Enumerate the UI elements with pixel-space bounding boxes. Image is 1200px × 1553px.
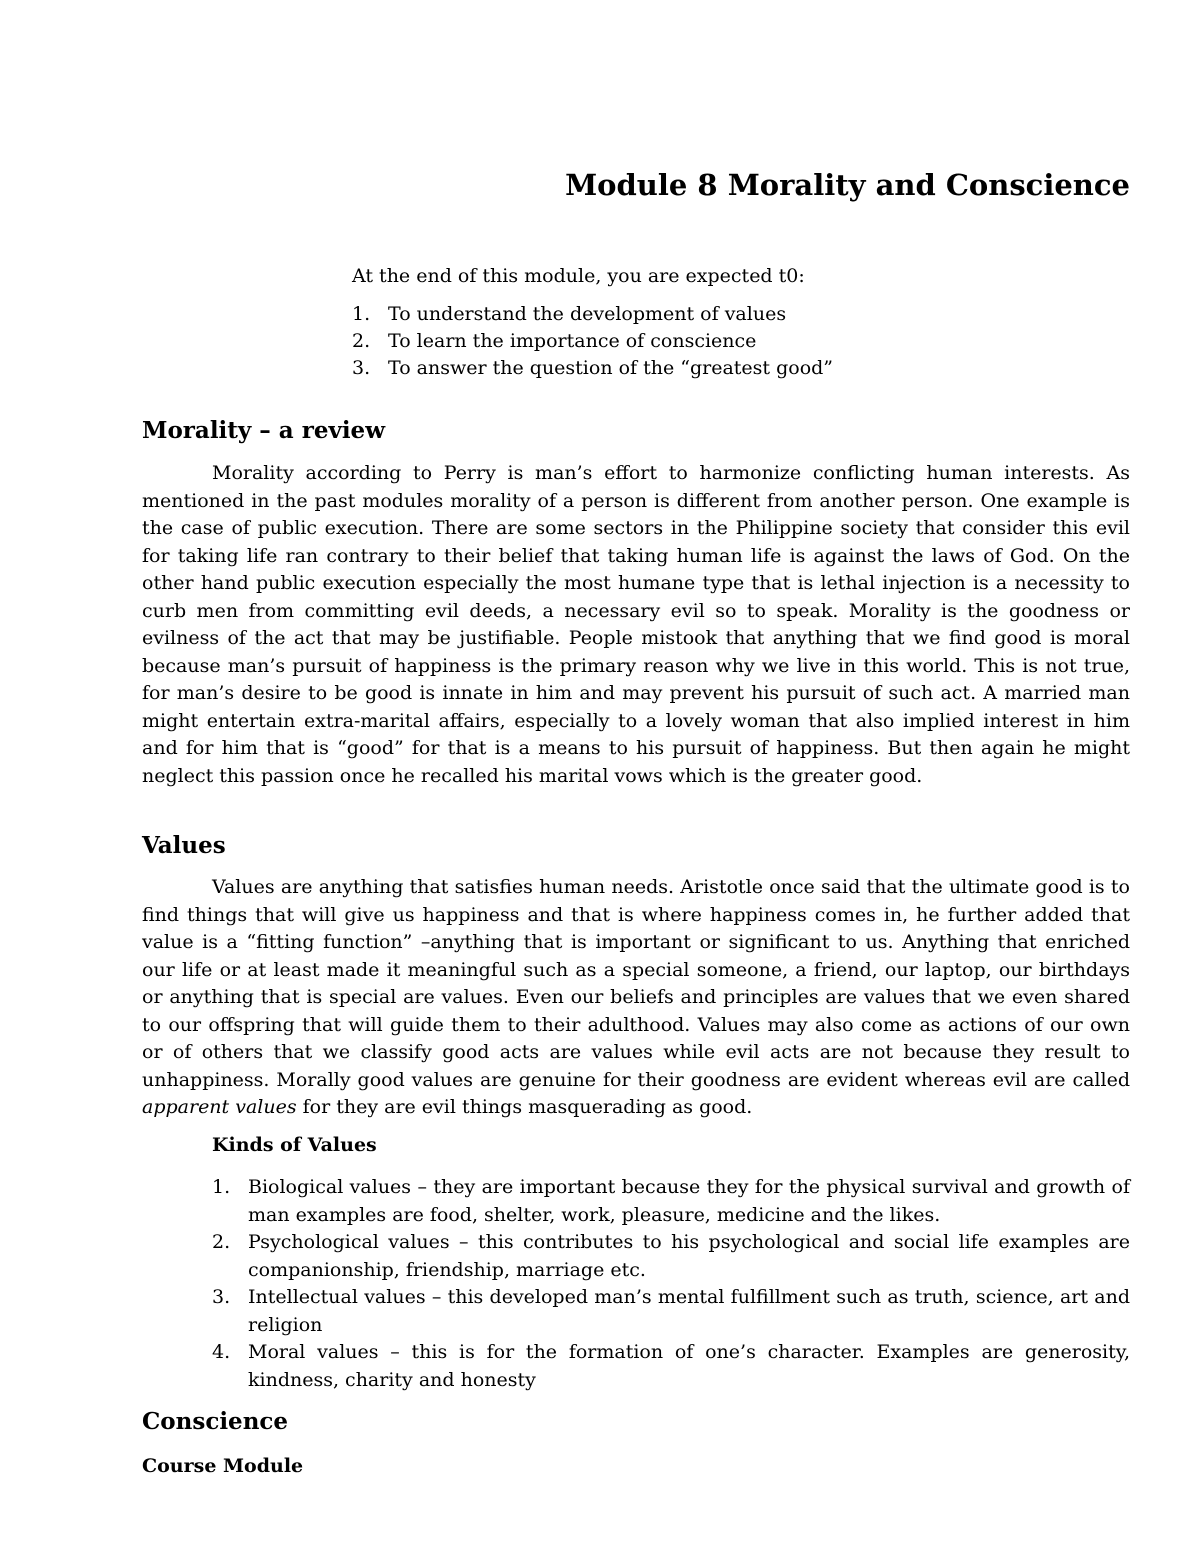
values-paragraph [142,874,1130,1122]
page-title: Module 8 Morality and Conscience [565,168,1130,202]
values-text-before: Values are anything that satisfies human needs. Aristotle once said that the ultimate good is to find things that will give us happiness and that is where happiness comes in, he further added that value is a “fitting function” –anything that is important or significant to us. Anything that enriched our life or at least made it meaningful such as a special someone, a friend, our laptop, our birthdays or anything that is special are values. Even our beliefs and principles are values that we even shared to our offspring that will guide them to their adulthood. Values may also come as actions of our own or of others that we classify good acts are values while evil acts are not because they result to unhappiness. Morally good values are genuine for their goodness are evident whereas evil are called [142,876,1130,1091]
objectives-list [352,301,833,382]
kind-text: Moral values – this is for the formation of one’s character. Examples are generosity, kindness, charity and honesty [248,1341,1130,1391]
course-module-label: Course Module [142,1455,304,1477]
kind-number: 1. [212,1176,231,1198]
objective-number: 3. [352,357,371,379]
kind-number: 3. [212,1286,231,1308]
values-text-italic: apparent values [142,1096,297,1118]
objective-item [352,328,833,355]
objectives-lead: At the end of this module, you are expected t0: [352,265,805,287]
kinds-of-values-heading: Kinds of Values [212,1134,377,1156]
kind-text: Intellectual values – this developed man’s mental fulfillment such as truth, science, art and religion [248,1286,1130,1336]
document-page [142,0,1130,1553]
objective-number: 1. [352,303,371,325]
objective-item [352,301,833,328]
objective-item [352,355,833,382]
kind-text: Biological values – they are important because they for the physical survival and growth of man examples are food, shelter, work, pleasure, medicine and the likes. [248,1176,1130,1226]
conscience-heading: Conscience [142,1408,289,1435]
kind-number: 4. [212,1341,231,1363]
kind-number: 2. [212,1231,231,1253]
kinds-list [212,1174,1130,1394]
kind-item [212,1284,1130,1339]
objective-text: To answer the question of the “greatest good” [388,357,834,379]
objective-text: To understand the development of values [388,303,787,325]
kind-text: Psychological values – this contributes to his psychological and social life examples are companionship, friendship, marriage etc. [248,1231,1130,1281]
morality-heading: Morality – a review [142,417,385,444]
objective-text: To learn the importance of conscience [388,330,757,352]
objective-number: 2. [352,330,371,352]
values-heading: Values [142,832,226,859]
kind-item [212,1174,1130,1229]
morality-paragraph: Morality according to Perry is man’s effort to harmonize conflicting human interests. As mentioned in the past modules morality of a person is different from another person. One example is the case of public execution. There are some sectors in the Philippine society that consider this evil for taking life ran contrary to their belief that taking human life is against the laws of God. On the other hand public execution especially the most humane type that is lethal injection is a necessity to curb men from committing evil deeds, a necessary evil so to speak. Morality is the goodness or evilness of the act that may be justifiable. People mistook that anything that we find good is moral because man’s pursuit of happiness is the primary reason why we live in this world. This is not true, for man’s desire to be good is innate in him and may prevent his pursuit of such act. A married man might entertain extra-marital affairs, especially to a lovely woman that also implied interest in him and for him that is “good” for that is a means to his pursuit of happiness. But then again he might neglect this passion once he recalled his marital vows which is the greater good. [142,462,1130,787]
kind-item [212,1229,1130,1284]
module-objectives [352,263,833,382]
values-text-after: for they are evil things masquerading as good. [296,1096,753,1118]
kinds-of-values [212,1174,1130,1394]
kind-item [212,1339,1130,1394]
